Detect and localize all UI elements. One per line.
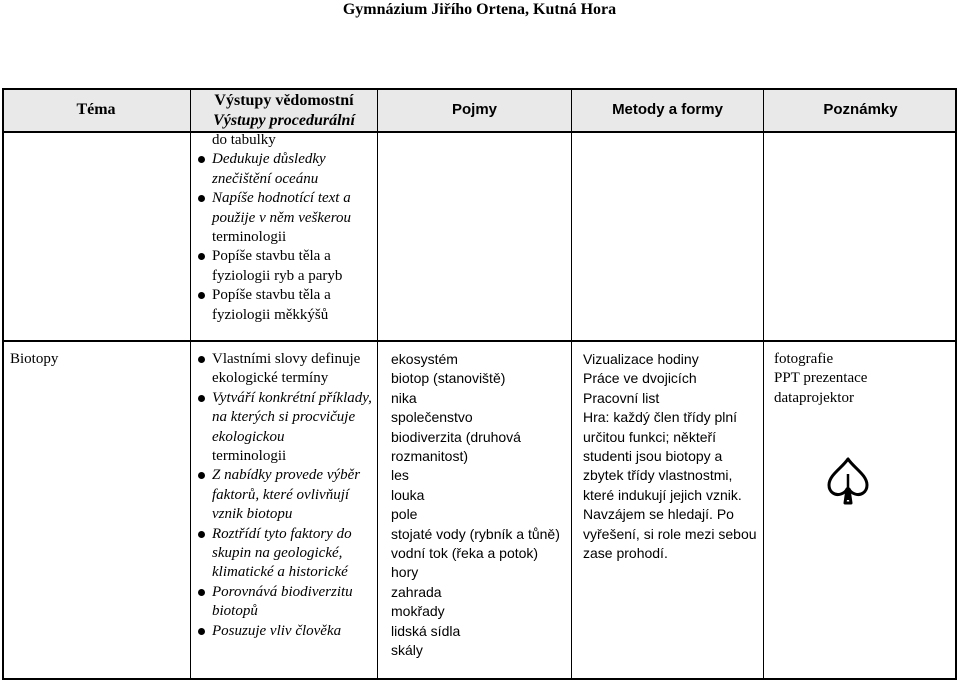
outcome-item: Posuzuje vliv člověka — [196, 622, 374, 641]
pojem-item: biotop (stanoviště) — [391, 370, 506, 387]
poznamky-list — [774, 350, 954, 408]
column-divider — [763, 88, 764, 680]
outcome-item: Roztřídí tyto faktory do skupin na geologické, klimatické a historické — [196, 525, 374, 583]
pojem-item: pole — [391, 506, 418, 523]
outcome-item: Porovnává biodiverzitu biotopů — [196, 583, 374, 622]
header-vystupy — [191, 91, 377, 131]
row2-tema: Biotopy — [10, 351, 59, 367]
pojem-item: lidská sídla — [391, 622, 461, 639]
column-divider — [190, 88, 191, 680]
metoda-item: Hra: každý člen třídy plní určitou funkci; někteří studenti jsou biotopy a zbytek třídy vlastnostmi, které indukují jejich vznik. Navzájem se hledají. Po vyřešení, si role mezi sebou zase prohodí. — [583, 409, 757, 562]
header-tema: Téma — [76, 101, 116, 118]
outcome-item: terminologii — [212, 448, 287, 465]
pojem-item: biodiverzita (druhová rozmanitost) — [391, 428, 521, 465]
pojem-item: společenstvo — [391, 409, 473, 426]
row1-outcome-list — [196, 131, 374, 325]
pojem-item: vodní tok (řeka a potok) — [391, 545, 539, 562]
pojmy-list — [391, 350, 567, 661]
metody-list — [583, 350, 761, 563]
outcome-item: Dedukuje důsledky znečištění oceánu — [196, 150, 374, 189]
poznamka-item: dataprojektor — [774, 389, 854, 406]
column-divider — [571, 88, 572, 680]
spade-icon — [826, 456, 870, 506]
pojem-item: skály — [391, 642, 423, 659]
header-pojmy: Pojmy — [451, 101, 497, 118]
pojem-item: les — [391, 467, 409, 484]
outcome-item: Popíše stavbu těla a fyziologii měkkýšů — [196, 286, 374, 325]
row2-outcomes — [196, 350, 374, 641]
header-poznamky: Poznámky — [823, 101, 898, 118]
outcome-item: terminologii — [212, 229, 287, 246]
row2-poznamky — [774, 350, 954, 408]
page-title: Gymnázium Jiřího Ortena, Kutná Hora — [342, 1, 617, 18]
outcome-item: do tabulky — [212, 132, 276, 148]
outcome-item: Z nabídky provede výběr faktorů, které ovlivňují vznik biotopu — [196, 466, 374, 524]
outcome-item: Napíše hodnotící text a použije v něm veškerou — [196, 189, 374, 228]
header-metody: Metody a formy — [612, 101, 723, 118]
pojem-item: louka — [391, 486, 425, 503]
column-divider — [377, 88, 378, 680]
row2-pojmy — [391, 350, 567, 661]
outcome-item: Vlastními slovy definuje ekologické termíny — [196, 350, 374, 389]
metoda-item: Vizualizace hodiny — [583, 351, 699, 367]
header-vystupy-proceduralni: Výstupy procedurální — [213, 112, 355, 129]
header-separator — [2, 131, 957, 133]
pojem-item: mokřady — [391, 603, 445, 620]
outcome-item: Popíše stavbu těla a fyziologii ryb a paryb — [196, 247, 374, 286]
row2-metody — [583, 350, 761, 563]
outcome-item: Vytváří konkrétní příklady, na kterých si procvičuje ekologickou — [196, 389, 374, 447]
row2-outcome-list — [196, 350, 374, 641]
pojem-item: ekosystém — [391, 351, 458, 367]
pojem-item: zahrada — [391, 583, 442, 600]
header-vystupy-vedomostni: Výstupy vědomostní — [214, 92, 354, 109]
pojem-item: stojaté vody (rybník a tůně) — [391, 525, 560, 542]
metoda-item: Práce ve dvojicích — [583, 370, 697, 387]
row-separator — [2, 340, 957, 342]
row1-outcomes — [196, 131, 374, 325]
poznamka-item: PPT prezentace — [774, 370, 868, 387]
pojem-item: nika — [391, 389, 417, 406]
pojem-item: hory — [391, 564, 419, 581]
poznamka-item: fotografie — [774, 351, 834, 367]
metoda-item: Pracovní list — [583, 389, 660, 406]
